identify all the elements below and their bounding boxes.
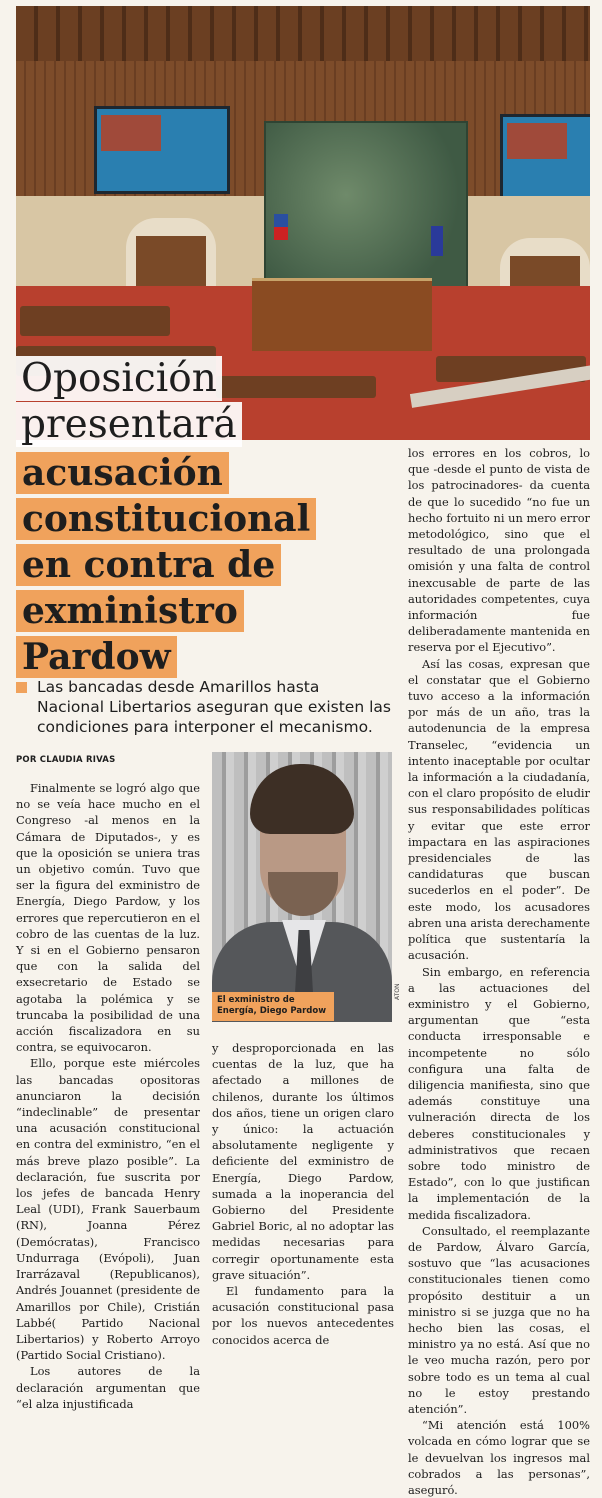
body-column-3: [408, 445, 590, 1498]
paragraph: Finalmente se logró algo que no se veía hace mucho en el Congreso -al menos en la Cámara de Diputados-, y es que la oposición se uniera tras un objetivo común. Tuvo que ser la figura del exministro de Energía, Diego Pardow, y los errores que repercutieron en el cobro de las cuentas de la luz. Y si en el Gobierno pensaron que con la salida del exsecretario de Estado se agotaba la polémica y se truncaba la posibilidad de una acción fiscalizadora en su contra, se equivocaron.: [16, 781, 200, 1055]
body-column-2: [212, 1040, 394, 1348]
paragraph: Consultado, el reemplazante de Pardow, Álvaro García, sostuvo que “las acusaciones constitucionales tienen como propósito destituir a un ministro si se juzga que no ha hecho bien las cosas, el ministro ya no está. Así que no le veo mucha razón, pero por sobre todo es un tema al cual no le estoy prestando atención”.: [408, 1223, 590, 1416]
headline-bold: [16, 450, 396, 680]
portrait-photo: [212, 752, 392, 1022]
flag-other: [431, 226, 443, 256]
paragraph: Así las cosas, expresan que el constatar que el Gobierno tuvo acceso a la información por más de un año, tras la autodenuncia de la empresa Transelec, “evidencia un intento inaceptable por ocultar la información a la ciudadanía, con el claro propósito de eludir sus responsabilidades políticas y evitar que este error impactara en las aspiraciones presidenciales de las candidaturas que buscan sucederlos en el poder”. De este modo, los acusadores abren una arista derechamente política que sustentaría la acusación.: [408, 656, 590, 963]
flag-chile: [274, 214, 288, 240]
headline-line-2: presentará: [16, 402, 242, 447]
byline: POR CLAUDIA RIVAS: [16, 755, 116, 765]
photo-credit: ATON: [394, 983, 401, 1000]
body-column-1: [16, 780, 200, 1412]
paragraph: “Mi atención está 100% volcada en cómo lograr que se le devuelvan los ingresos mal cobrados a las personas”, aseguró.: [408, 1418, 590, 1497]
subheadline: [16, 677, 391, 737]
paragraph: Sin embargo, en referencia a las actuaciones del exministro y el Gobierno, argumentan que “esta conducta irresponsable e incompetente no sólo configura una falta de diligencia manifiesta, sino que además constituye una vulneración directa de los deberes constitucionales y administrativos que recaen sobre todo ministro de Estado”, con lo que justifican la implementación de la medida fiscalizadora.: [408, 964, 590, 1222]
paragraph: los errores en los cobros, lo que -desde el punto de vista de los patrocinadores- da cuenta de que lo sucedido “no fue un hecho fortuito ni un mero error metodológico, sino que el resultado de una prolongada omisión y una falta de control inexcusable de parte de las autoridades competentes, cuya información fue deliberadamente mantenida en reserva por el Ejecutivo”.: [408, 446, 590, 655]
bullet-square-icon: [16, 682, 27, 693]
headline-light: [16, 356, 316, 448]
paragraph: Ello, porque este miércoles las bancadas opositoras anunciaron la decisión “indeclinable” de presentar una acusación constitucional en contra del exministro, “en el más breve plazo posible”. La declaración, fue suscrita por los jefes de bancada Henry Leal (UDI), Frank Sauerbaum (RN), Joanna Pérez (Demócratas), Francisco Undurraga (Evópoli), Juan Irarrázaval (Republicanos), Andrés Jouannet (presidente de Amarillos por Chile), Cristián Labbé( Partido Nacional Libertarios) y Roberto Arroyo (Partido Social Cristiano).: [16, 1056, 200, 1363]
headline-line-6: exministro Pardow: [16, 590, 244, 678]
presidium-dais: [252, 278, 432, 351]
subheadline-text: Las bancadas desde Amarillos hasta Nacional Libertarios aseguran que existen las condiciones para interponer el mecanismo.: [37, 678, 391, 736]
screen-left: [94, 106, 230, 194]
paragraph: Los autores de la declaración argumentan que “el alza injustificada: [16, 1364, 200, 1411]
headline-line-3: acusación: [16, 452, 229, 494]
paragraph: El fundamento para la acusación constitucional pasa por los nuevos antecedentes conocidos acerca de: [212, 1284, 394, 1347]
photo-caption: El exministro de Energía, Diego Pardow: [212, 992, 334, 1021]
bench-left-1: [20, 306, 170, 336]
paragraph: y desproporcionada en las cuentas de la luz, que ha afectado a millones de chilenos, durante los últimos dos años, tiene un origen claro y único: la actuación absolutamente negligente y deficiente del exministro de Energía, Diego Pardow, sumada a la inoperancia del Gobierno del Presidente Gabriel Boric, al no adoptar las medidas necesarias para corregir oportunamente esta grave situación”.: [212, 1041, 394, 1282]
headline-line-4: constitucional: [16, 498, 316, 540]
ceiling: [16, 6, 590, 61]
headline-line-1: Oposición: [16, 356, 222, 401]
headline-line-5: en contra de: [16, 544, 281, 586]
